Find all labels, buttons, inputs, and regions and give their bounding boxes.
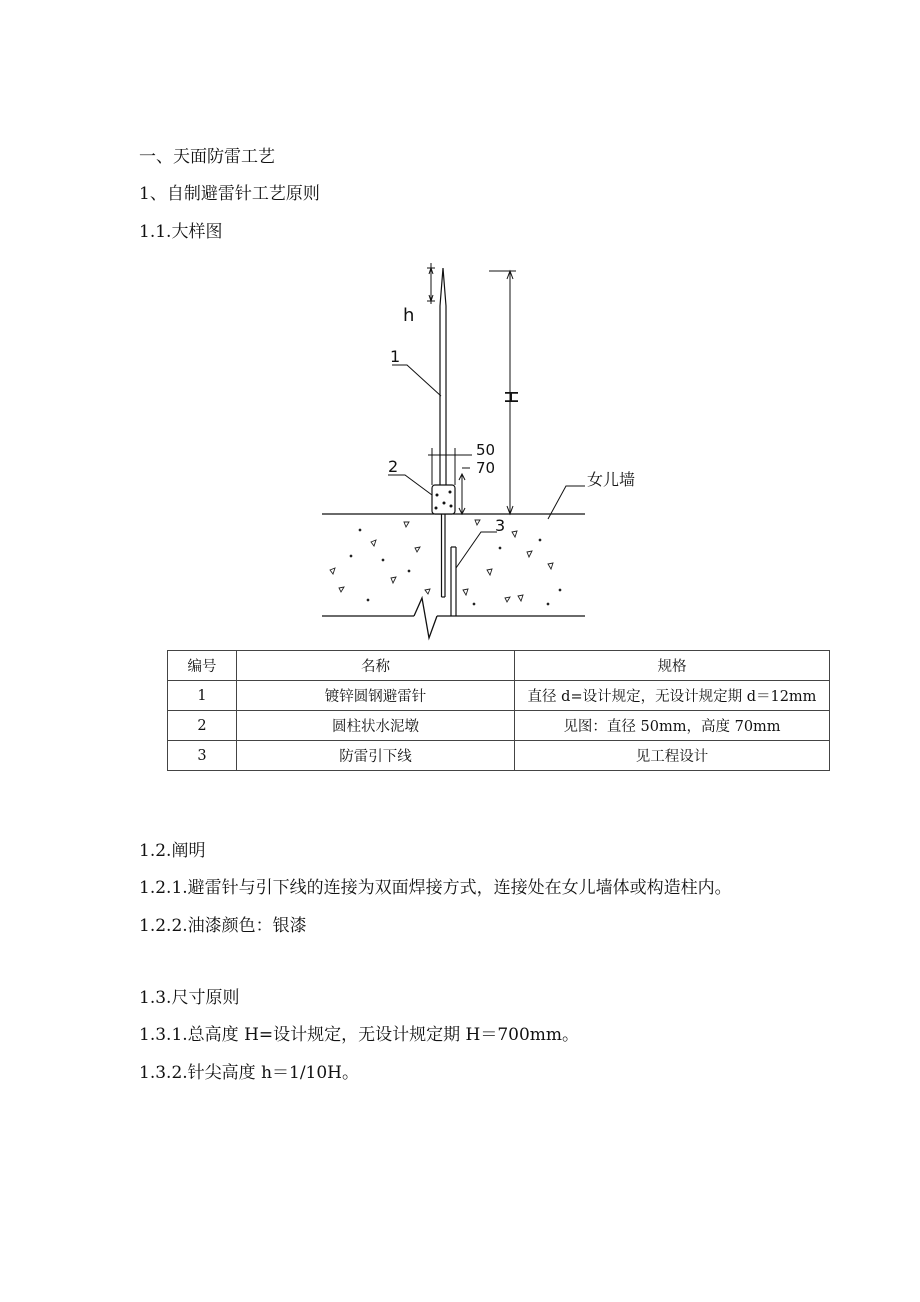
- table-cell: 圆柱状水泥墩: [237, 711, 515, 741]
- parapet-label: 女儿墙: [587, 470, 636, 489]
- component-table: [167, 650, 830, 771]
- dim-label-50: 50: [476, 441, 496, 459]
- dim-label-70: 70: [476, 459, 496, 477]
- parapet-wall: [322, 514, 585, 638]
- column-header: 名称: [237, 651, 515, 681]
- table-cell: 见工程设计: [515, 741, 830, 771]
- heading-detail-drawing: 1.1.大样图: [139, 222, 223, 242]
- note-paint-color: 1.2.2.油漆颜色：银漆: [139, 916, 307, 936]
- callout-3: 3: [495, 516, 506, 535]
- note-total-height: 1.3.1.总高度 H=设计规定，无设计规定期 H＝700mm。: [139, 1025, 580, 1045]
- table-row: [168, 741, 830, 771]
- heading-explanation: 1.2.阐明: [139, 841, 206, 861]
- table-cell: 镀锌圆钢避雷针: [237, 681, 515, 711]
- table-header-row: [168, 651, 830, 681]
- table-cell: 3: [168, 741, 237, 771]
- heading-dimensions: 1.3.尺寸原则: [139, 988, 240, 1008]
- lightning-rod: [440, 268, 446, 597]
- column-header: 编号: [168, 651, 237, 681]
- note-connection: 1.2.1.避雷针与引下线的连接为双面焊接方式，连接处在女儿墙体或构造柱内。: [139, 878, 732, 898]
- heading-subsection-1: 1、自制避雷针工艺原则: [139, 184, 320, 204]
- column-header: 规格: [515, 651, 830, 681]
- table-cell: 2: [168, 711, 237, 741]
- cement-pier: [432, 485, 455, 514]
- table-cell: 见图：直径 50mm，高度 70mm: [515, 711, 830, 741]
- dim-label-H: H: [502, 390, 523, 404]
- down-conductor: [451, 547, 456, 616]
- table-row: [168, 681, 830, 711]
- note-tip-height: 1.3.2.针尖高度 h＝1/10H。: [139, 1063, 360, 1083]
- table-cell: 1: [168, 681, 237, 711]
- table-cell: 防雷引下线: [237, 741, 515, 771]
- callout-1: 1: [390, 347, 401, 366]
- table-cell: 直径 d=设计规定，无设计规定期 d＝12mm: [515, 681, 830, 711]
- lightning-rod-detail-drawing: [310, 258, 636, 640]
- callout-2: 2: [388, 457, 399, 476]
- table-row: [168, 711, 830, 741]
- heading-section-1: 一、天面防雷工艺: [139, 147, 275, 167]
- dim-label-h: h: [403, 305, 415, 326]
